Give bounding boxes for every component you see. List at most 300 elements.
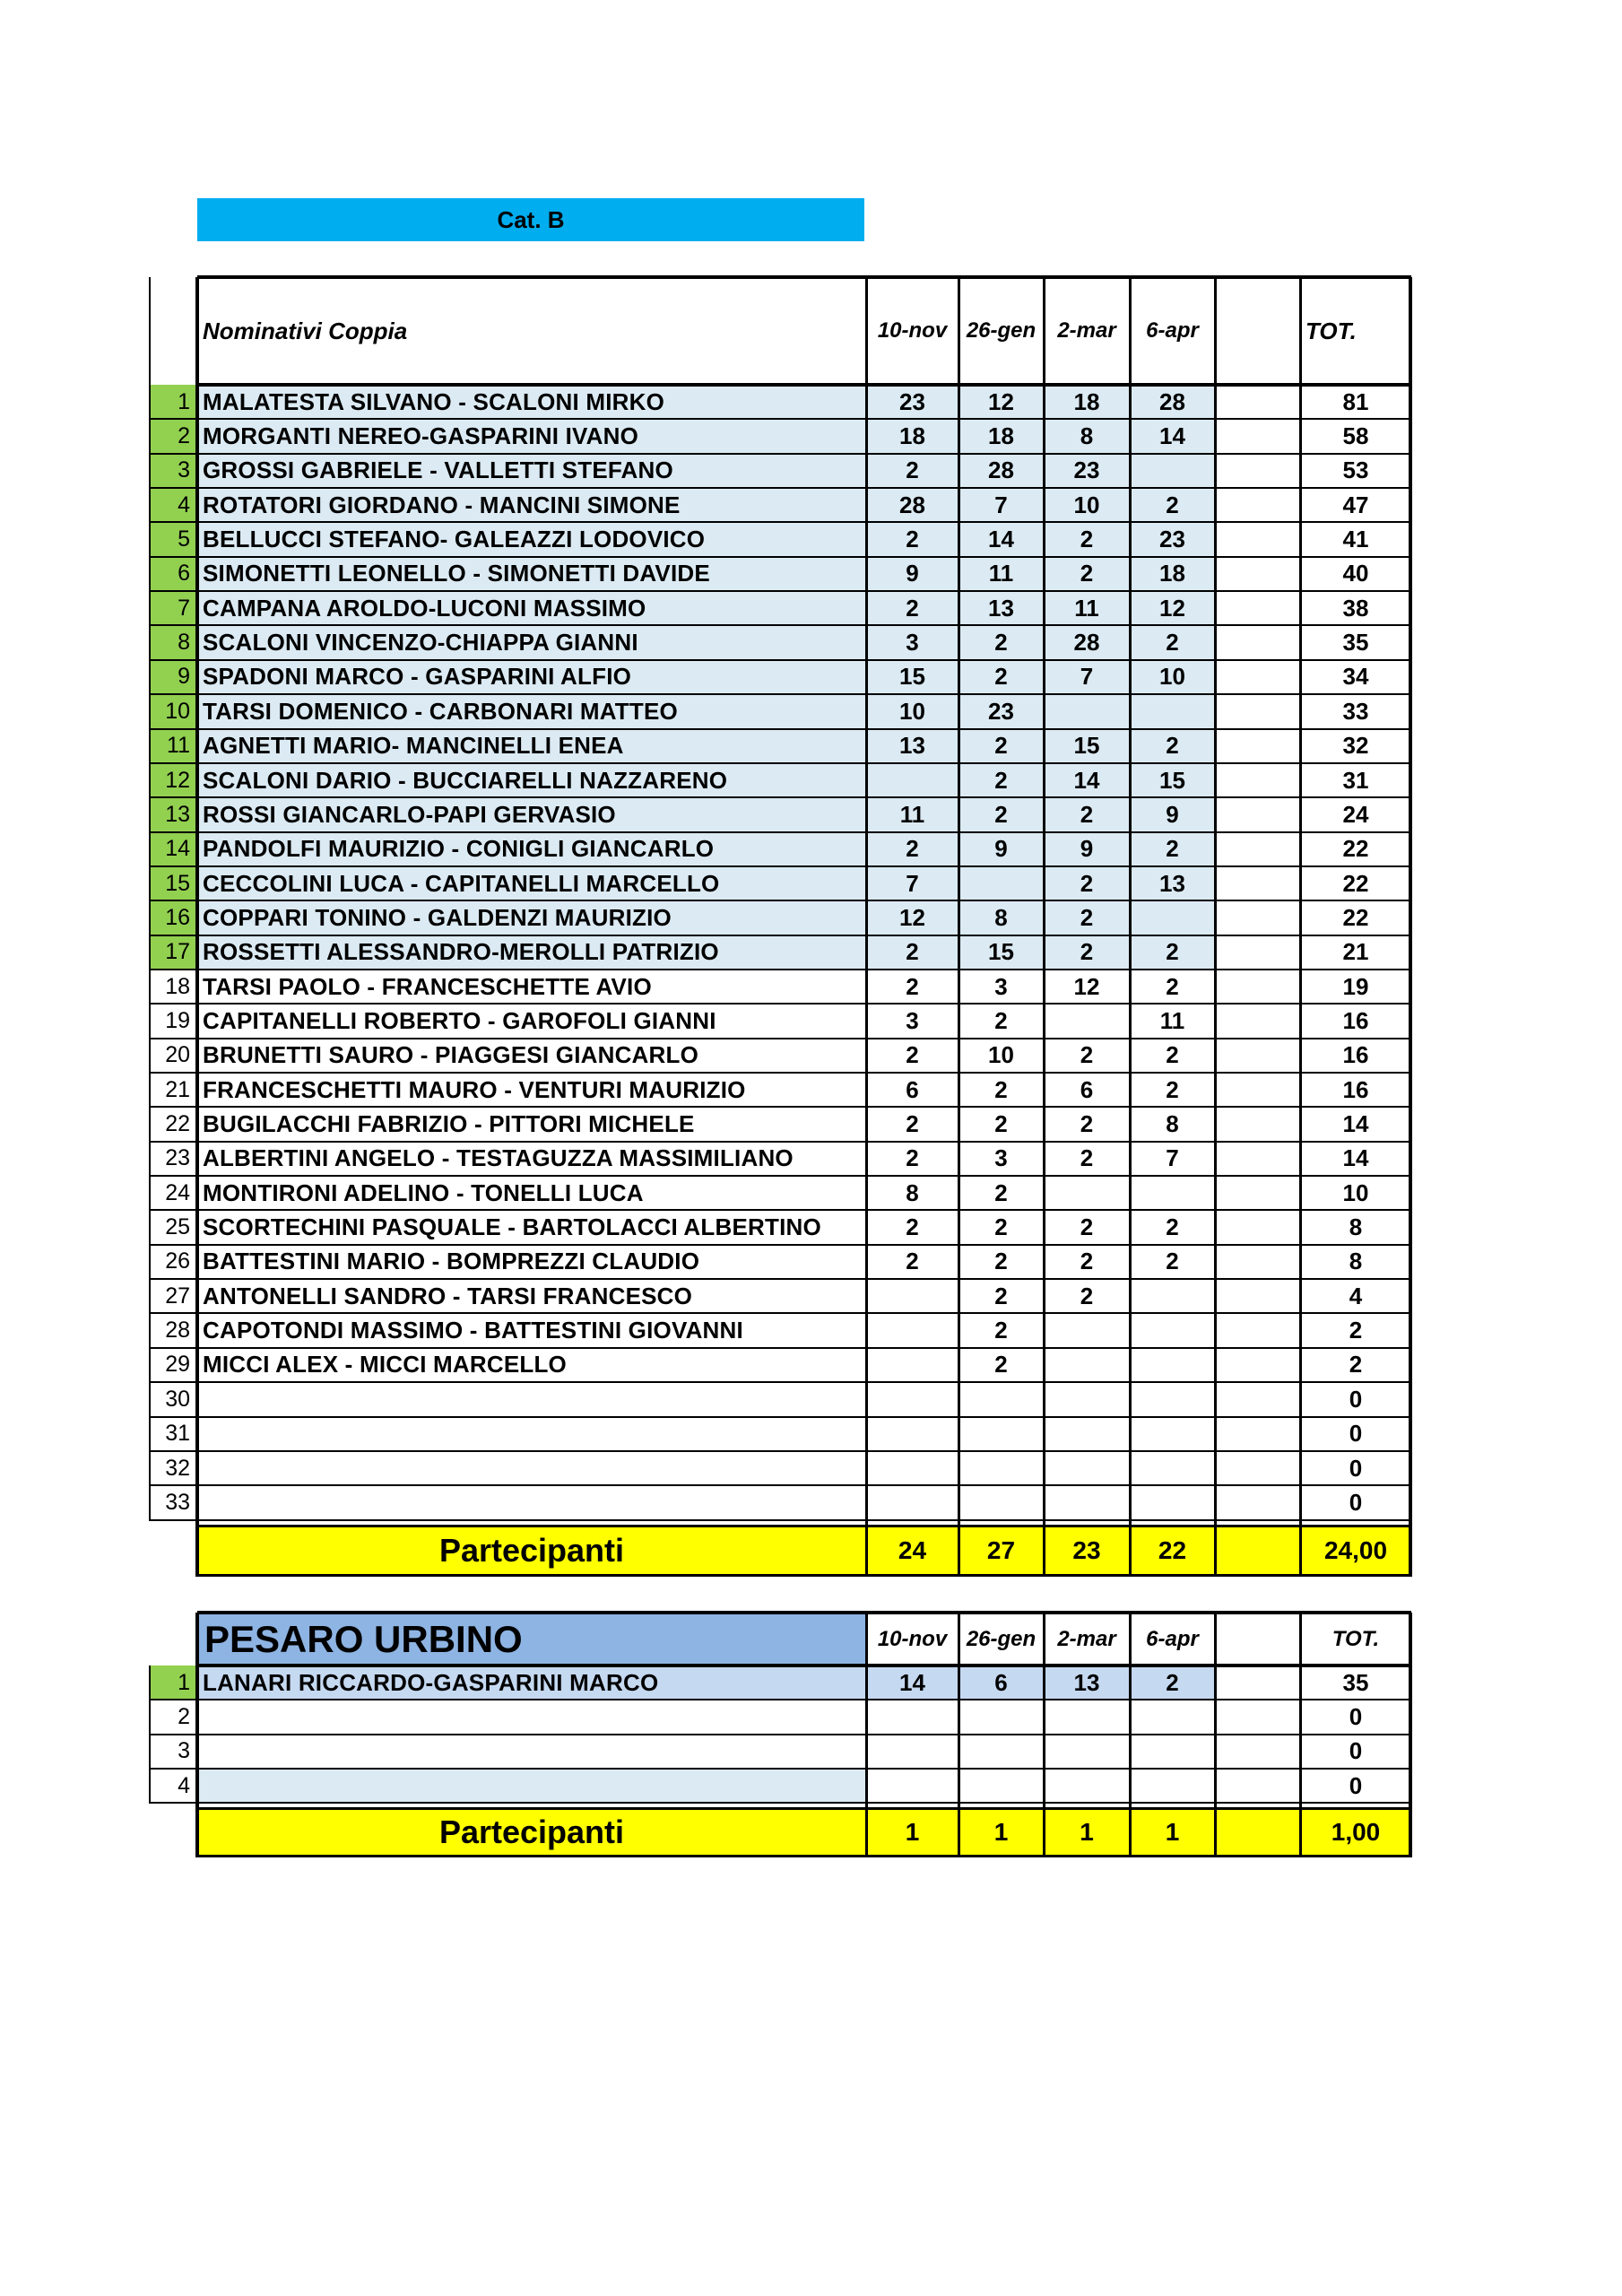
grid-line: [1214, 277, 1217, 1577]
extra-cell: [1215, 1735, 1300, 1769]
pair-name: [197, 1735, 866, 1769]
grid-line: [149, 935, 1411, 936]
pair-name: CECCOLINI LUCA - CAPITANELLI MARCELLO: [197, 866, 866, 900]
pair-name: [197, 1451, 866, 1485]
score-10-nov: [866, 1279, 958, 1313]
row-number: 5: [149, 522, 197, 556]
score-26-gen: 2: [994, 1317, 1008, 1344]
score-26-gen: [958, 1417, 1044, 1451]
score-2-mar: 23: [1044, 454, 1130, 488]
extra-cell: [1215, 1769, 1300, 1803]
score-6-apr: [1130, 1382, 1215, 1416]
extra-cell: [1215, 419, 1300, 453]
row-number: 15: [149, 866, 197, 900]
extra-cell: [1215, 1417, 1300, 1451]
score-10-nov: 9: [866, 557, 958, 591]
grid-line: [195, 277, 199, 1577]
score-2-mar: 2: [1080, 1282, 1094, 1309]
score-26-gen: 28: [958, 454, 1044, 488]
total-score: 0: [1349, 1737, 1363, 1765]
extra-cell: [1215, 1382, 1300, 1416]
score-2-mar: 28: [1044, 625, 1130, 659]
total-score: 81: [1342, 387, 1369, 415]
score-10-nov: 2: [906, 1248, 919, 1275]
score-6-apr: 2: [1130, 625, 1215, 659]
pair-name: FRANCESCHETTI MAURO - VENTURI MAURIZIO: [203, 1075, 746, 1103]
total-score: 22: [1342, 835, 1369, 863]
extra-cell: [1215, 1700, 1300, 1734]
grid-line: [149, 831, 1411, 833]
score-2-mar: 15: [1044, 729, 1130, 763]
total-score: 24: [1342, 800, 1369, 828]
score-26-gen: 2: [958, 625, 1044, 659]
row-number: 11: [149, 729, 197, 763]
row-number: 7: [149, 591, 197, 625]
grid-line: [197, 1525, 1411, 1527]
header-date-10-nov: 10-nov: [877, 318, 948, 343]
score-26-gen: 2: [958, 797, 1044, 831]
score-26-gen: 6: [958, 1665, 1044, 1700]
pair-name: SCALONI DARIO - BUCCIARELLI NAZZARENO: [197, 763, 866, 797]
score-26-gen: 8: [958, 900, 1044, 935]
score-2-mar: 2: [1044, 866, 1130, 900]
extra-cell: [1215, 488, 1300, 522]
score-26-gen: 2: [994, 1110, 1008, 1138]
score-2-mar: 2: [1080, 1144, 1094, 1172]
score-6-apr: [1130, 1313, 1215, 1347]
pu-partecipanti-label: Partecipanti: [197, 1807, 866, 1857]
score-26-gen: 13: [958, 591, 1044, 625]
pair-name: [197, 1700, 866, 1734]
grid-line: [197, 383, 1411, 387]
partecipanti-10-nov: 24: [866, 1525, 958, 1577]
total-score: 41: [1342, 526, 1369, 553]
score-6-apr: 13: [1130, 866, 1215, 900]
row-number: 31: [165, 1421, 190, 1447]
grid-line: [149, 659, 1411, 661]
row-number: 30: [165, 1386, 190, 1412]
grid-line: [149, 1416, 1411, 1418]
pair-name: LANARI RICCARDO-GASPARINI MARCO: [197, 1665, 866, 1700]
score-2-mar: 11: [1044, 591, 1130, 625]
extra-cell: [1215, 1176, 1300, 1210]
grid-line: [195, 1613, 199, 1857]
score-2-mar: [1044, 1313, 1130, 1347]
pair-name: [197, 1485, 866, 1519]
score-10-nov: [866, 1382, 958, 1416]
score-6-apr: [1130, 454, 1215, 488]
score-6-apr: 12: [1130, 591, 1215, 625]
total-score: 34: [1342, 663, 1369, 691]
grid-line: [149, 1734, 1411, 1735]
score-6-apr: 14: [1130, 419, 1215, 453]
row-number: 17: [149, 935, 197, 970]
row-number: 33: [165, 1489, 190, 1515]
pair-name: BELLUCCI STEFANO- GALEAZZI LODOVICO: [197, 522, 866, 556]
grid-line: [958, 277, 960, 1577]
score-26-gen: 3: [994, 1144, 1008, 1172]
score-2-mar: 18: [1044, 385, 1130, 419]
row-number: 10: [149, 694, 197, 728]
score-10-nov: [866, 1700, 958, 1734]
row-number: 3: [178, 1738, 190, 1764]
score-26-gen: [958, 1769, 1044, 1803]
total-score: 2: [1349, 1351, 1363, 1378]
extra-cell: [1215, 1073, 1300, 1107]
score-6-apr: [1130, 1176, 1215, 1210]
extra-cell: [1215, 1485, 1300, 1519]
score-26-gen: 2: [994, 1006, 1008, 1034]
row-number: 25: [165, 1214, 190, 1240]
row-number: 8: [149, 625, 197, 659]
extra-cell: [1215, 522, 1300, 556]
grid-line: [149, 900, 1411, 901]
row-number: 14: [149, 832, 197, 866]
score-6-apr: 2: [1130, 1665, 1215, 1700]
pair-name: GROSSI GABRIELE - VALLETTI STEFANO: [197, 454, 866, 488]
pair-name: ROSSETTI ALESSANDRO-MEROLLI PATRIZIO: [197, 935, 866, 970]
row-number: 2: [178, 1703, 190, 1729]
row-number: 29: [165, 1352, 190, 1378]
grid-line: [149, 1484, 1411, 1486]
score-2-mar: [1044, 1735, 1130, 1769]
grid-line: [149, 1519, 1411, 1521]
score-10-nov: 2: [866, 591, 958, 625]
row-number: 9: [149, 660, 197, 694]
row-number: 12: [149, 763, 197, 797]
total-score: 14: [1342, 1110, 1369, 1138]
pu-partecipanti-2-mar: 1: [1044, 1807, 1130, 1857]
extra-cell: [1215, 1210, 1300, 1244]
score-26-gen: 2: [958, 763, 1044, 797]
extra-cell: [1215, 935, 1300, 970]
section-title-pesaro-urbino: PESARO URBINO: [197, 1613, 866, 1665]
score-2-mar: 6: [1080, 1075, 1094, 1103]
pair-name: MALATESTA SILVANO - SCALONI MIRKO: [197, 385, 866, 419]
extra-cell: [1215, 1348, 1300, 1382]
pair-name: BRUNETTI SAURO - PIAGGESI GIANCARLO: [203, 1041, 699, 1069]
score-2-mar: [1044, 1451, 1130, 1485]
score-2-mar: 2: [1044, 522, 1130, 556]
score-10-nov: [866, 1313, 958, 1347]
total-score: 0: [1349, 1771, 1363, 1799]
score-26-gen: 7: [958, 488, 1044, 522]
score-2-mar: 2: [1080, 1213, 1094, 1241]
extra-cell: [1215, 385, 1300, 419]
score-10-nov: 2: [906, 1041, 919, 1069]
extra-cell: [1215, 729, 1300, 763]
score-6-apr: 10: [1130, 660, 1215, 694]
grid-line: [149, 487, 1411, 489]
pu-header-total: TOT.: [1331, 1626, 1380, 1651]
pu-partecipanti-10-nov: 1: [866, 1807, 958, 1857]
pu-partecipanti-26-gen: 1: [958, 1807, 1044, 1857]
score-10-nov: [866, 1451, 958, 1485]
score-2-mar: [1044, 1417, 1130, 1451]
score-6-apr: [1130, 1735, 1215, 1769]
pair-name: CAMPANA AROLDO-LUCONI MASSIMO: [197, 591, 866, 625]
total-score: 33: [1342, 697, 1369, 725]
score-10-nov: [866, 1417, 958, 1451]
score-10-nov: 6: [906, 1075, 919, 1103]
score-10-nov: 8: [906, 1178, 919, 1206]
total-score: 8: [1349, 1248, 1363, 1275]
score-2-mar: 10: [1044, 488, 1130, 522]
total-score: 0: [1349, 1702, 1363, 1730]
grid-line: [149, 1038, 1411, 1039]
row-number: 27: [165, 1283, 190, 1309]
partecipanti-label: Partecipanti: [197, 1525, 866, 1577]
grid-line: [149, 1450, 1411, 1452]
score-6-apr: 2: [1166, 1075, 1179, 1103]
score-10-nov: 23: [866, 385, 958, 419]
score-10-nov: 2: [906, 1110, 919, 1138]
score-10-nov: 2: [906, 1213, 919, 1241]
grid-line: [1129, 1613, 1132, 1857]
extra-cell: [1215, 1039, 1300, 1073]
score-10-nov: [866, 1485, 958, 1519]
grid-line: [197, 1664, 1411, 1667]
pu-header-date-2-mar: 2-mar: [1057, 1626, 1116, 1651]
total-score: 16: [1342, 1006, 1369, 1034]
grid-line: [149, 418, 1411, 420]
pair-name: ROSSI GIANCARLO-PAPI GERVASIO: [197, 797, 866, 831]
grid-line: [197, 275, 1411, 279]
grid-line: [149, 1802, 1411, 1804]
total-score: 47: [1342, 491, 1369, 518]
pair-name: BATTESTINI MARIO - BOMPREZZI CLAUDIO: [203, 1248, 700, 1275]
total-score: 4: [1349, 1282, 1363, 1309]
total-score: 58: [1342, 422, 1369, 450]
header-total-label: TOT.: [1305, 317, 1357, 344]
score-2-mar: 8: [1044, 419, 1130, 453]
row-number: 18: [165, 973, 190, 999]
score-10-nov: 28: [866, 488, 958, 522]
row-number: 4: [149, 488, 197, 522]
grid-line: [149, 453, 1411, 455]
score-6-apr: 2: [1166, 1213, 1179, 1241]
total-score: 53: [1342, 457, 1369, 484]
row-number: 23: [165, 1145, 190, 1171]
extra-cell: [1215, 1313, 1300, 1347]
grid-line: [865, 1613, 868, 1857]
pair-name: BUGILACCHI FABRIZIO - PITTORI MICHELE: [203, 1110, 695, 1138]
grid-line: [1129, 277, 1132, 1577]
score-26-gen: 2: [994, 1351, 1008, 1378]
score-10-nov: 2: [866, 454, 958, 488]
grid-line: [149, 1244, 1411, 1246]
pu-header-date-6-apr: 6-apr: [1146, 1626, 1199, 1651]
extra-cell: [1215, 900, 1300, 935]
header-date-2-mar: 2-mar: [1057, 318, 1116, 343]
partecipanti-extra: [1215, 1525, 1300, 1577]
pair-name: AGNETTI MARIO- MANCINELLI ENEA: [197, 729, 866, 763]
score-10-nov: 2: [866, 522, 958, 556]
grid-line: [1214, 1613, 1217, 1857]
score-6-apr: 28: [1130, 385, 1215, 419]
score-6-apr: [1130, 694, 1215, 728]
pu-header-date-10-nov: 10-nov: [877, 1626, 948, 1651]
extra-cell: [1215, 557, 1300, 591]
extra-cell: [1215, 832, 1300, 866]
extra-cell: [1215, 970, 1300, 1004]
score-26-gen: 2: [958, 729, 1044, 763]
score-2-mar: 2: [1044, 557, 1130, 591]
grid-line: [865, 277, 868, 1577]
total-score: 0: [1349, 1420, 1363, 1448]
score-10-nov: [866, 1735, 958, 1769]
score-10-nov: [866, 763, 958, 797]
total-score: 22: [1342, 903, 1369, 931]
score-6-apr: [1130, 1451, 1215, 1485]
grid-line: [1299, 1613, 1302, 1857]
pair-name: [197, 1769, 866, 1803]
score-26-gen: 2: [994, 1213, 1008, 1241]
score-2-mar: 14: [1044, 763, 1130, 797]
grid-line: [197, 1855, 1411, 1857]
row-number: 22: [165, 1111, 190, 1137]
total-score: 0: [1349, 1454, 1363, 1482]
pair-name: MORGANTI NEREO-GASPARINI IVANO: [197, 419, 866, 453]
score-10-nov: 7: [866, 866, 958, 900]
score-10-nov: [866, 1348, 958, 1382]
score-2-mar: [1044, 694, 1130, 728]
score-6-apr: [1130, 1279, 1215, 1313]
score-26-gen: [958, 1382, 1044, 1416]
score-26-gen: [958, 1735, 1044, 1769]
score-6-apr: [1130, 900, 1215, 935]
score-26-gen: 18: [958, 419, 1044, 453]
score-2-mar: 2: [1080, 1041, 1094, 1069]
extra-cell: [1215, 660, 1300, 694]
score-10-nov: 15: [866, 660, 958, 694]
pu-partecipanti-6-apr: 1: [1130, 1807, 1215, 1857]
score-2-mar: 9: [1044, 832, 1130, 866]
partecipanti-6-apr: 22: [1130, 1525, 1215, 1577]
score-2-mar: [1044, 1700, 1130, 1734]
row-number: 1: [149, 1665, 197, 1700]
score-10-nov: 14: [866, 1665, 958, 1700]
grid-line: [149, 1106, 1411, 1108]
total-score: 32: [1342, 732, 1369, 760]
total-score: 31: [1342, 766, 1369, 794]
total-score: 16: [1342, 1075, 1369, 1103]
extra-cell: [1215, 1665, 1300, 1700]
grid-line: [149, 1278, 1411, 1280]
pair-name: SIMONETTI LEONELLO - SIMONETTI DAVIDE: [197, 557, 866, 591]
row-number: 3: [149, 454, 197, 488]
grid-line: [149, 865, 1411, 867]
score-2-mar: 12: [1073, 972, 1100, 1000]
pair-name: ANTONELLI SANDRO - TARSI FRANCESCO: [203, 1282, 693, 1309]
extra-cell: [1215, 625, 1300, 659]
grid-line: [149, 590, 1411, 592]
grid-line: [149, 624, 1411, 626]
pair-name: SPADONI MARCO - GASPARINI ALFIO: [197, 660, 866, 694]
score-26-gen: 2: [994, 1075, 1008, 1103]
total-score: 35: [1342, 629, 1369, 657]
score-26-gen: 15: [958, 935, 1044, 970]
row-number: 20: [165, 1042, 190, 1068]
pair-name: [197, 1382, 866, 1416]
grid-line: [149, 1381, 1411, 1383]
score-6-apr: 8: [1166, 1110, 1179, 1138]
total-score: 35: [1342, 1668, 1369, 1696]
score-6-apr: 15: [1130, 763, 1215, 797]
score-6-apr: [1130, 1417, 1215, 1451]
pair-name: ALBERTINI ANGELO - TESTAGUZZA MASSIMILIANO: [203, 1144, 794, 1172]
score-10-nov: 11: [866, 797, 958, 831]
score-6-apr: 2: [1130, 832, 1215, 866]
score-6-apr: 2: [1130, 488, 1215, 522]
score-6-apr: [1130, 1700, 1215, 1734]
header-date-6-apr: 6-apr: [1146, 318, 1199, 343]
row-number: 26: [165, 1248, 190, 1274]
pair-name: SCALONI VINCENZO-CHIAPPA GIANNI: [197, 625, 866, 659]
grid-line: [149, 1312, 1411, 1314]
score-2-mar: 7: [1044, 660, 1130, 694]
pair-name: CAPOTONDI MASSIMO - BATTESTINI GIOVANNI: [203, 1317, 743, 1344]
grid-line: [1043, 277, 1045, 1577]
extra-cell: [1215, 1142, 1300, 1176]
row-number: 16: [149, 900, 197, 935]
score-6-apr: [1130, 1485, 1215, 1519]
score-26-gen: [958, 866, 1044, 900]
pair-name: [197, 1417, 866, 1451]
extra-cell: [1215, 591, 1300, 625]
grid-line: [149, 1175, 1411, 1177]
grid-line: [149, 521, 1411, 523]
partecipanti-26-gen: 27: [958, 1525, 1044, 1577]
total-score: 10: [1342, 1178, 1369, 1206]
total-score: 22: [1342, 869, 1369, 897]
grid-line: [149, 796, 1411, 798]
score-26-gen: 2: [958, 660, 1044, 694]
score-26-gen: 11: [958, 557, 1044, 591]
grid-line: [149, 762, 1411, 764]
total-score: 19: [1342, 972, 1369, 1000]
grid-line: [149, 1665, 151, 1803]
score-10-nov: 12: [866, 900, 958, 935]
score-2-mar: 2: [1080, 1110, 1094, 1138]
score-10-nov: 13: [866, 729, 958, 763]
grid-line: [149, 1768, 1411, 1770]
score-10-nov: 2: [866, 832, 958, 866]
score-10-nov: 2: [906, 972, 919, 1000]
score-26-gen: [958, 1485, 1044, 1519]
grid-line: [1409, 277, 1412, 1577]
row-number: 13: [149, 797, 197, 831]
grid-line: [1299, 277, 1302, 1577]
row-number: 28: [165, 1318, 190, 1344]
grid-line: [149, 556, 1411, 558]
extra-cell: [1215, 797, 1300, 831]
total-score: 14: [1342, 1144, 1369, 1172]
extra-cell: [1215, 866, 1300, 900]
score-2-mar: [1044, 1348, 1130, 1382]
score-2-mar: 2: [1044, 935, 1130, 970]
score-6-apr: 2: [1130, 935, 1215, 970]
score-6-apr: 9: [1130, 797, 1215, 831]
score-6-apr: 2: [1166, 1248, 1179, 1275]
extra-cell: [1215, 1245, 1300, 1279]
score-2-mar: [1044, 1485, 1130, 1519]
score-6-apr: 2: [1166, 972, 1179, 1000]
extra-cell: [1215, 1004, 1300, 1038]
score-2-mar: 13: [1044, 1665, 1130, 1700]
score-26-gen: 2: [994, 1248, 1008, 1275]
grid-line: [149, 969, 1411, 970]
